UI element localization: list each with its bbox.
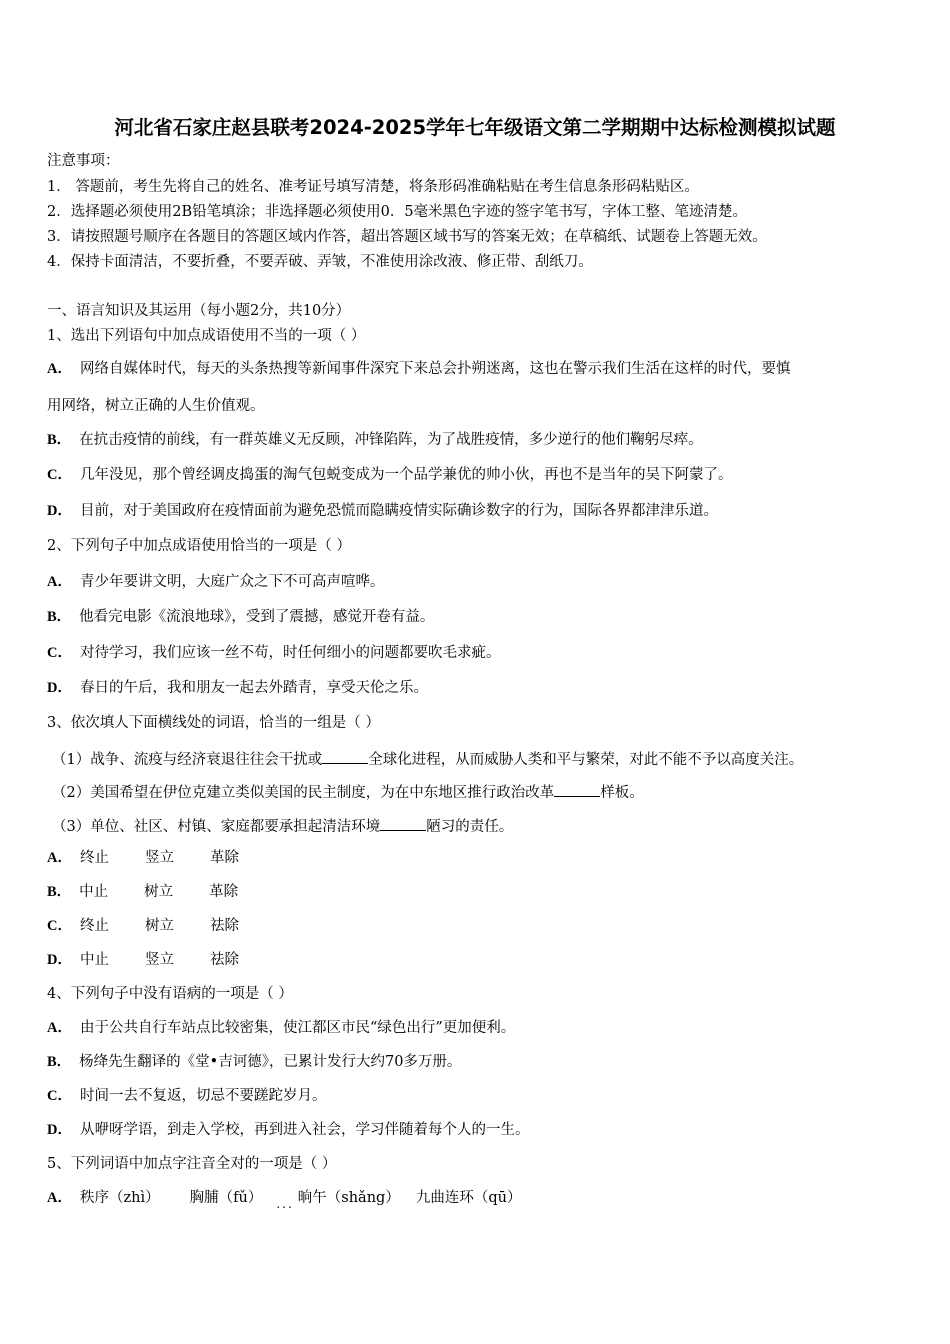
option-word: 晌午（shǎng） (297, 1190, 400, 1206)
question-3-option-d (47, 951, 239, 969)
notice-item-4: 4．保持卡面清洁，不要折叠，不要弄破、弄皱，不准使用涂改液、修正带、刮纸刀。 (47, 254, 593, 270)
notice-item-1: 1． 答题前，考生先将自己的姓名、准考证号填写清楚，将条形码准确粘贴在考生信息条形码粘贴区。 (47, 179, 699, 195)
option-label: B． (47, 432, 72, 448)
option-label: A． (47, 850, 72, 866)
option-text: 几年没见，那个曾经调皮捣蛋的淘气包蜕变成为一个品学兼优的帅小伙，再也不是当年的吴下阿蒙了。 (79, 467, 733, 483)
option-word: 中止 (79, 952, 109, 968)
option-label: A． (47, 574, 72, 590)
option-label: D． (47, 680, 72, 696)
question-4-option-c (47, 1087, 326, 1105)
option-label: B． (47, 1054, 72, 1070)
question-3-sentence-3 (52, 816, 513, 836)
fill-blank (380, 816, 426, 831)
notice-heading: 注意事项： (47, 153, 120, 169)
option-word: 祛除 (209, 918, 239, 934)
question-2-stem: 2、下列句子中加点成语使用恰当的一项是（ ） (47, 538, 351, 554)
question-2-option-d (47, 679, 428, 697)
sentence-text: （1）战争、流疫与经济衰退往往会干扰或 (52, 752, 323, 768)
question-4-stem: 4、下列句子中没有语病的一项是（ ） (47, 986, 293, 1002)
sentence-text: 样板。 (600, 785, 644, 801)
question-1-option-a (47, 360, 790, 378)
sentence-text: （2）美国希望在伊位克建立类似美国的民主制度，为在中东地区推行政治改革 (52, 785, 555, 801)
question-4-option-b (47, 1053, 461, 1071)
question-1-option-c (47, 466, 732, 484)
sentence-text: 陋习的责任。 (426, 819, 514, 835)
option-label: D． (47, 1122, 72, 1138)
option-word: 胸脯（fǔ） (189, 1190, 263, 1206)
option-word: 秩序（zhì） (79, 1190, 160, 1206)
question-4-option-d (47, 1121, 529, 1139)
option-text: 时间一去不复返，切忌不要蹉跎岁月。 (79, 1088, 327, 1104)
question-1-option-b (47, 431, 703, 449)
page-title: 河北省石家庄赵县联考2024-2025学年七年级语文第二学期期中达标检测模拟试题 (114, 116, 836, 139)
question-3-option-b (47, 883, 238, 901)
option-word: 革除 (209, 884, 239, 900)
question-3-stem: 3、依次填人下面横线处的词语，恰当的一组是（ ） (47, 715, 380, 731)
option-word: 竖立 (144, 952, 174, 968)
question-2-option-c (47, 644, 500, 662)
option-label: D． (47, 503, 72, 519)
option-word: 祛除 (209, 952, 239, 968)
option-word: 树立 (144, 884, 174, 900)
option-word: 终止 (79, 850, 109, 866)
option-word: 中止 (79, 884, 109, 900)
emphasis-dots: ... (276, 1197, 294, 1211)
option-label: C． (47, 918, 72, 934)
question-1-option-a-cont: 用网络，树立正确的人生价值观。 (47, 398, 265, 414)
question-1-stem: 1、选出下列语句中加点成语使用不当的一项（ ） (47, 328, 366, 344)
option-text: 由于公共自行车站点比较密集，使江都区市民“绿色出行”更加便利。 (79, 1020, 516, 1036)
fill-blank (322, 749, 368, 764)
notice-item-3: 3．请按照题号顺序在各题目的答题区域内作答，超出答题区域书写的答案无效；在草稿纸、试题卷上答题无效。 (47, 229, 767, 245)
option-word: 九曲连环（qū） (415, 1190, 522, 1206)
sentence-text: 全球化进程，从而威胁人类和平与繁荣，对此不能不予以高度关注。 (368, 752, 804, 768)
section-heading: 一、语言知识及其运用（每小题2分，共10分） (47, 303, 351, 319)
fill-blank (554, 782, 600, 797)
option-label: C． (47, 1088, 72, 1104)
option-word: 树立 (144, 918, 174, 934)
question-5-option-a (47, 1189, 522, 1211)
question-3-option-c (47, 917, 239, 935)
question-1-option-d (47, 502, 718, 520)
option-word: 革除 (209, 850, 239, 866)
option-text: 春日的午后，我和朋友一起去外踏青，享受天伦之乐。 (79, 680, 428, 696)
option-word: 竖立 (144, 850, 174, 866)
option-text: 对待学习，我们应该一丝不苟，时任何细小的问题都要吹毛求疵。 (79, 645, 501, 661)
option-text: 他看完电影《流浪地球》，受到了震撼，感觉开卷有益。 (79, 609, 435, 625)
option-label: D． (47, 952, 72, 968)
option-label: A． (47, 1020, 72, 1036)
option-text: 青少年要讲文明，大庭广众之下不可高声喧哗。 (79, 574, 385, 590)
question-3-option-a (47, 849, 239, 867)
sentence-text: （3）单位、社区、村镇、家庭都要承担起清洁环境 (52, 819, 381, 835)
option-text: 在抗击疫情的前线，有一群英雄义无反顾，冲锋陷阵，为了战胜疫情，多少逆行的他们鞠躬尽瘁。 (79, 432, 703, 448)
question-3-sentence-2 (52, 782, 644, 802)
option-label: B． (47, 609, 72, 625)
option-text: 杨绛先生翻译的《堂•吉诃德》，已累计发行大约70多万册。 (79, 1054, 462, 1070)
question-5-stem: 5、下列词语中加点字注音全对的一项是（ ） (47, 1156, 337, 1172)
option-label: C． (47, 467, 72, 483)
option-text: 网络自媒体时代，每天的头条热搜等新闻事件深究下来总会扑朔迷离，这也在警示我们生活在这样的时代，要慎 (79, 361, 791, 377)
option-label: C． (47, 645, 72, 661)
option-text: 目前，对于美国政府在疫情面前为避免恐慌而隐瞒疫情实际确诊数字的行为，国际各界都津津乐道。 (79, 503, 718, 519)
question-4-option-a (47, 1019, 515, 1037)
option-label: B． (47, 884, 72, 900)
option-word: 终止 (79, 918, 109, 934)
notice-item-2: 2．选择题必须使用2B铅笔填涂；非选择题必须使用0．5毫米黑色字迹的签字笔书写，字体工整、笔迹清楚。 (47, 204, 748, 220)
question-2-option-b (47, 608, 434, 626)
question-3-sentence-1 (52, 749, 803, 769)
question-2-option-a (47, 573, 384, 591)
option-text: 从咿呀学语，到走入学校，再到进入社会，学习伴随着每个人的一生。 (79, 1122, 530, 1138)
option-label: A． (47, 361, 72, 377)
option-label: A． (47, 1190, 72, 1206)
